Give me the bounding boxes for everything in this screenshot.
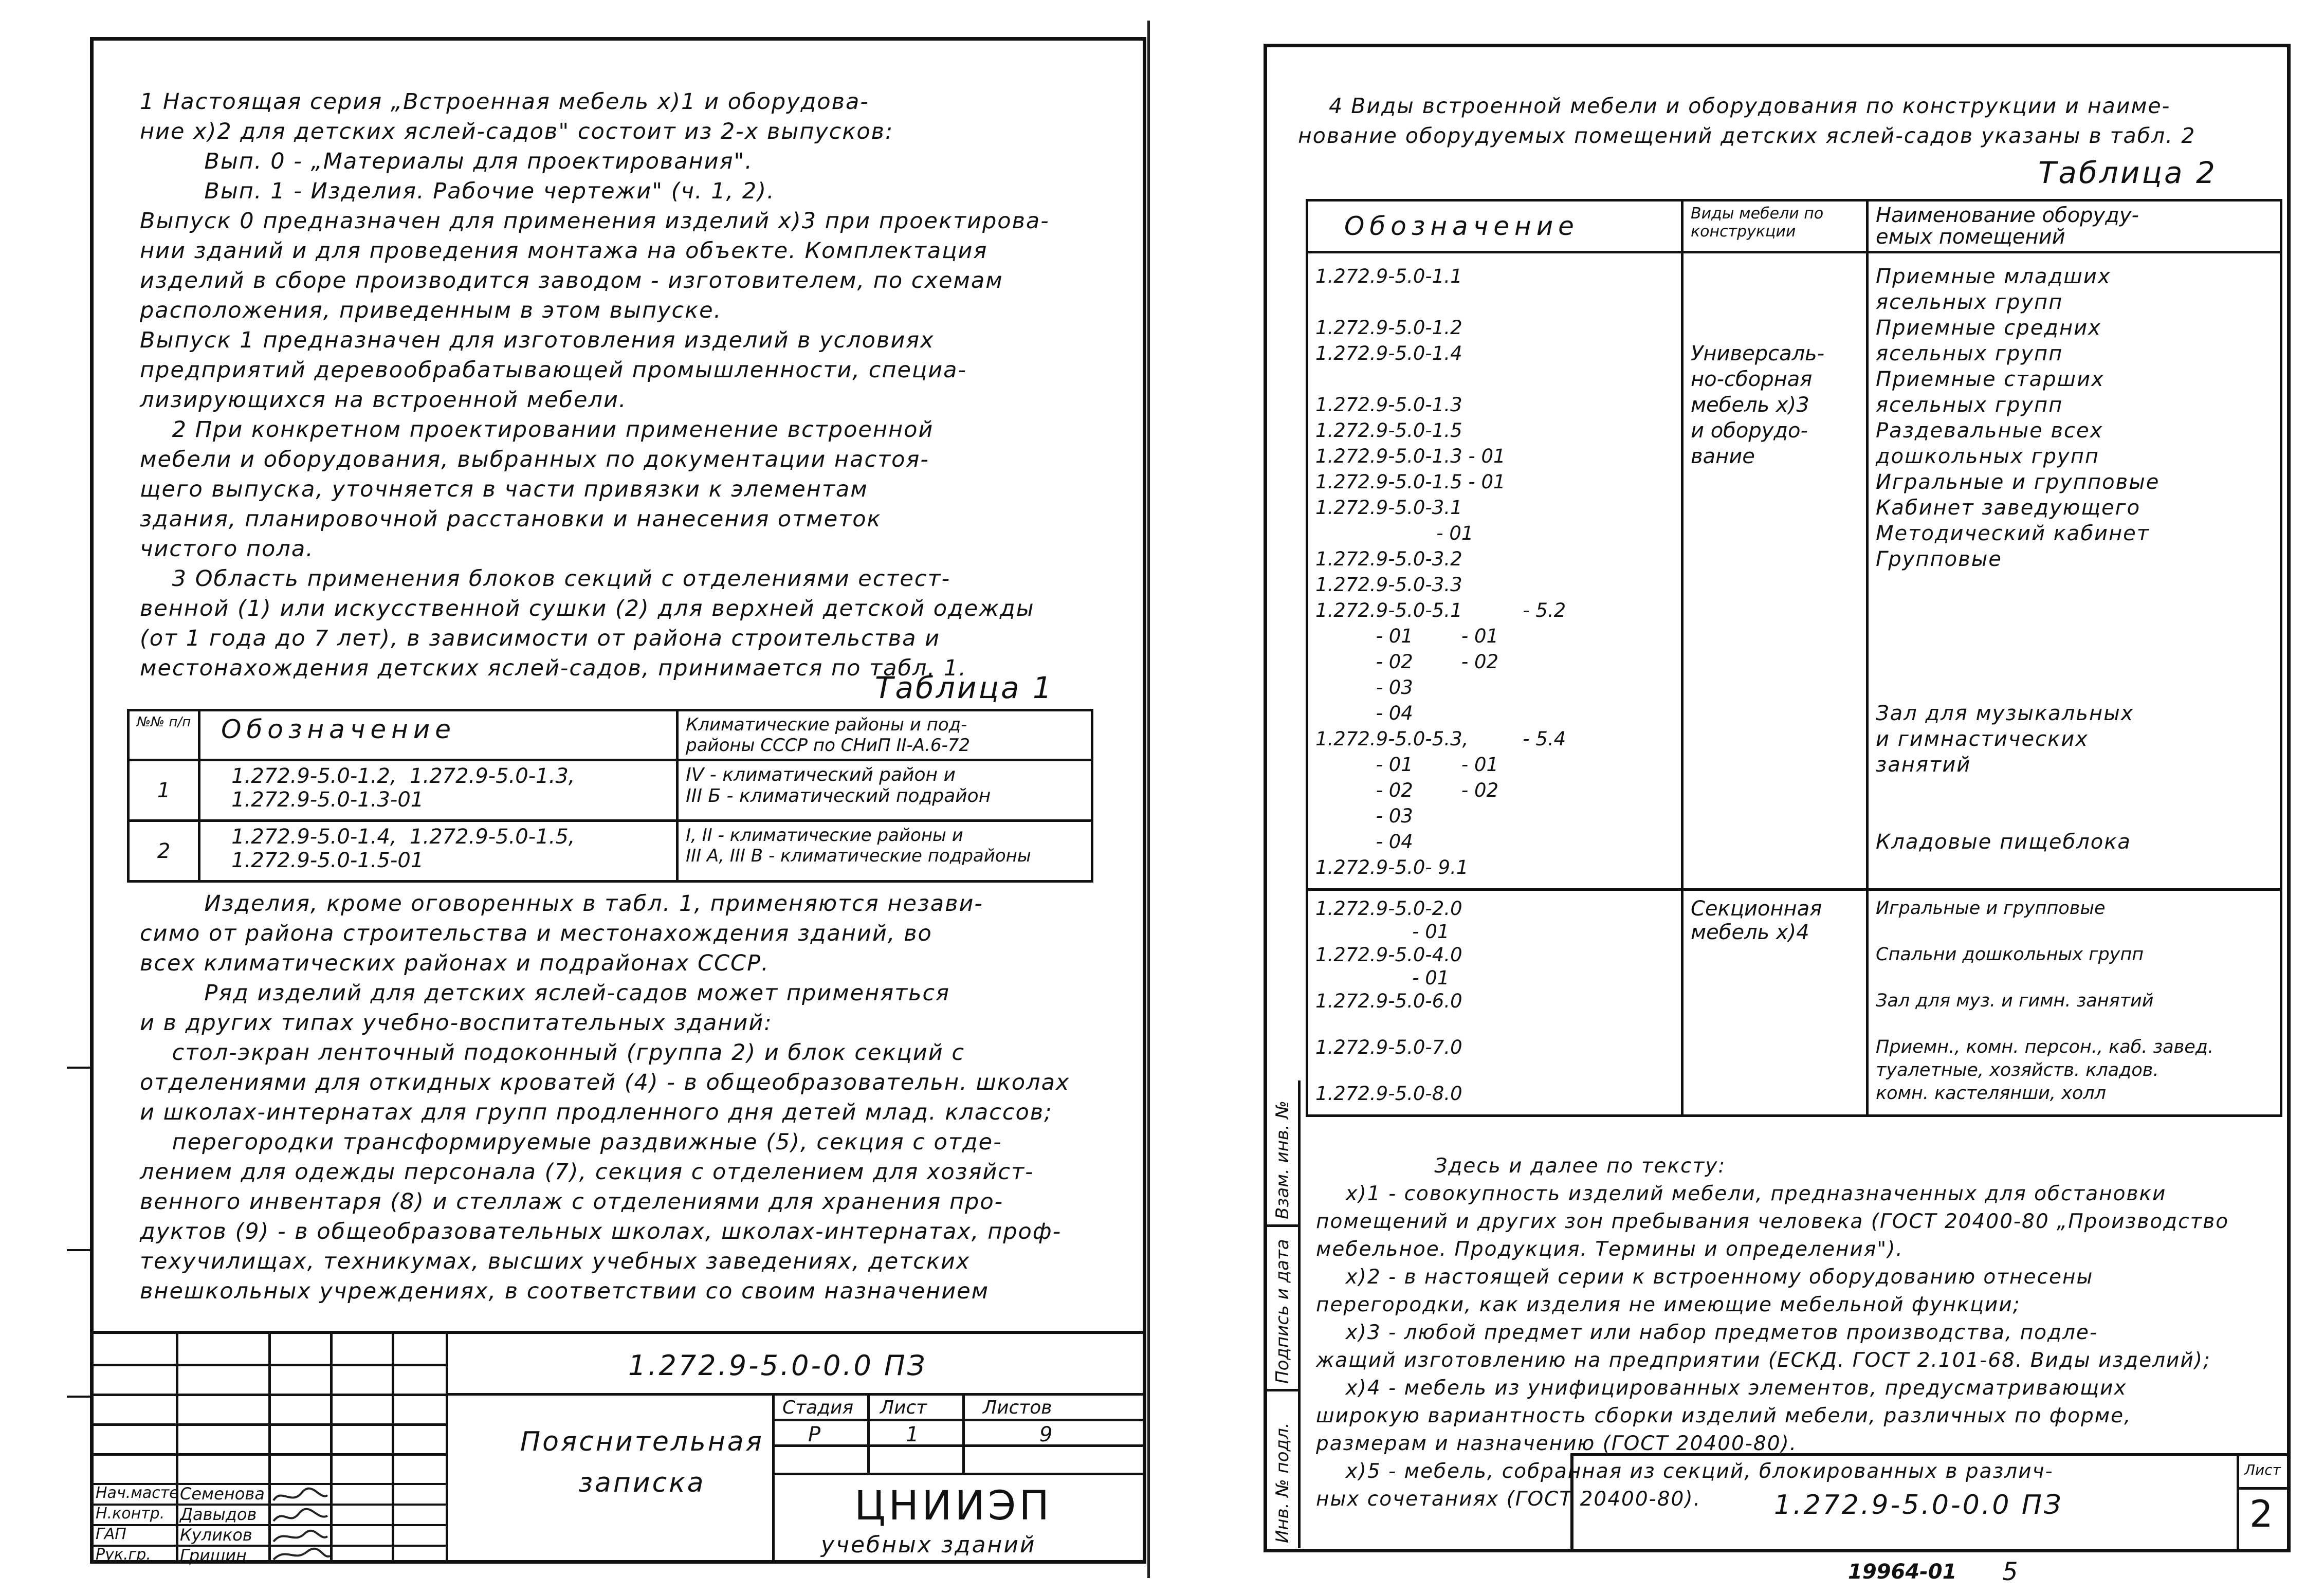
table1-cell: 1 [129, 760, 199, 821]
table2 [1306, 199, 2282, 1117]
side-label-signature: Подпись и дата [1272, 1239, 1293, 1384]
sheet-value: 2 [2249, 1492, 2273, 1535]
table1 [127, 709, 1093, 883]
table1-cell: 1.272.9-5.0-1.2, 1.272.9-5.0-1.3, 1.272.9-5.0-1.3-01 [199, 760, 678, 821]
organization-subtitle: учебных зданий [821, 1532, 1036, 1558]
role-label: Нач.масте [96, 1484, 179, 1502]
table2-header-furniture-type: Виды мебели по конструкции [1682, 200, 1868, 252]
title-block [94, 1331, 1143, 1563]
sheets-value: 9 [1039, 1423, 1053, 1446]
document-code: 1.272.9-5.0-0.0 ПЗ [1774, 1490, 2063, 1520]
side-label-replaced: Взам. инв. № [1272, 1101, 1293, 1219]
sheet-label: Лист [2244, 1461, 2281, 1478]
document-code: 1.272.9-5.0-0.0 ПЗ [628, 1349, 927, 1382]
table1-title: Таблица 1 [875, 670, 1054, 705]
table-row [1307, 890, 2281, 1116]
table2-cell: Приемные младших ясельных групп Приемные средних ясельных групп Приемные старших ясельных групп Раздевальные всех дошкольных групп Игральные и групповые Кабинет заведующего Методический кабинет Групповые Зал для музыкальных и гимнастических занятий Кладовые пищеблока [1868, 252, 2281, 890]
footer-number: 19964-01 [1848, 1560, 1957, 1584]
person-name: Куликов [180, 1525, 252, 1545]
sheets-label: Листов [983, 1397, 1052, 1418]
organization-name: ЦНИИЭП [854, 1483, 1053, 1529]
table1-cell: 2 [129, 821, 199, 882]
role-label: Рук.гр. [96, 1546, 151, 1564]
sheet-value: 1 [906, 1423, 919, 1446]
role-label: Н.контр. [96, 1505, 165, 1523]
stage-label: Стадия [782, 1397, 854, 1418]
table2-header-designation: Обозначение [1307, 200, 1682, 252]
table-row [129, 760, 1092, 821]
table2-header-rooms: Наименование оборуду- емых помещений [1868, 200, 2281, 252]
table2-cell: 1.272.9-5.0-2.0 - 01 1.272.9-5.0-4.0 - 01 1.272.9-5.0-6.0 1.272.9-5.0-7.0 1.272.9-5.0-8.0 [1307, 890, 1682, 1116]
table2-title: Таблица 2 [2038, 155, 2217, 190]
margin-tick [67, 1249, 93, 1251]
sheet-label: Лист [880, 1397, 927, 1418]
table1-header-num: №№ п/п [129, 710, 199, 760]
table1-header-designation: Обозначение [199, 710, 678, 760]
table1-header-climate: Климатические районы и под- районы СССР по СНиП II-А.6-72 [678, 710, 1092, 760]
margin-tick [67, 1067, 93, 1069]
side-label-inventory: Инв. № подл. [1272, 1422, 1293, 1543]
table1-cell: I, II - климатические районы и III А, III В - климатические подрайоны [678, 821, 1092, 882]
table2-cell: Секционная мебель x)4 [1682, 890, 1868, 1116]
role-label: ГАП [96, 1525, 126, 1543]
person-name: Семенова [180, 1484, 265, 1504]
table2-cell: Универсаль- но-сборная мебель x)3 и оборудо- вание [1682, 252, 1868, 890]
person-name: Гришин [180, 1546, 247, 1565]
footnotes: Здесь и далее по тексту: x)1 - совокупность изделий мебели, предназначенных для обстановки помещений и других зон пребывания человека (ГОСТ 20400-80 „Производство мебельное. Продукция. Термины и определения"). x)2 - в настоящей серии к встроенному оборудованию отнесены перегородки, как изделия не имеющие мебельной функции; x)3 - любой предмет или набор предметов производства, подле- жащий изготовлению на предприятии (ЕСКД. ГОСТ 2.101-68. Виды изделий); x)4 - мебель из унифицированных элементов, предусматривающих широкую вариантность сборки изделий мебели, различных по форме, размерам и назначению (ГОСТ 20400-80). x)5 - мебель, собранная из секций, блокированных в различ- ных сочетаниях (ГОСТ 20400-80). [1316, 1155, 2229, 1511]
signatures [271, 1485, 330, 1562]
table1-cell: IV - климатический район и III Б - климатический подрайон [678, 760, 1092, 821]
stage-value: Р [808, 1423, 821, 1446]
person-name: Давыдов [180, 1505, 257, 1524]
applicability-paragraphs: Изделия, кроме оговоренных в табл. 1, применяются незави- симо от района строительства и местонахождения зданий, во всех климатических районах и подрайонах СССР. Ряд изделий для детских яслей-садов может применяться и в других типах учебно-воспитательных зданий: стол-экран ленточный подоконный (группа 2) и блок секций с отделениями для откидных кроватей (4) - в общеобразовательн. школах и школах-интернатах для групп продленного дня детей млад. классов; перегородки трансформируемые раздвижные (5), секция с отде- лением для одежды персонала (7), секция с отделением для хозяйст- венного инвентаря (8) и стеллаж с отделениями для хранения про- дуктов (9) - в общеобразовательных школах, школах-интернатах, проф- техучилищах, техникумах, высших учебных заведениях, детских внешкольных учреждениях, в соответствии со своим назначением [140, 891, 1070, 1304]
table-row [1307, 252, 2281, 890]
document-title: Пояснительная записка [520, 1426, 764, 1498]
table2-cell: 1.272.9-5.0-1.1 1.272.9-5.0-1.2 1.272.9-5.0-1.4 1.272.9-5.0-1.3 1.272.9-5.0-1.5 1.272.9-5.0-1.3 - 01 1.272.9-5.0-1.5 - 01 1.272.9-5.0-3.1 - 01 1.272.9-5.0-3.2 1.272.9-5.0-3.3 1.272.9-5.0-5.1 - 5.2 - 01 - 01 - 02 - 02 - 03 - 04 1.272.9-5.0-5.3, - 5.4 - 01 - 01 - 02 - 02 - 03 - 04 1.272.9-5.0- 9.1 [1307, 252, 1682, 890]
left-sheet [90, 37, 1146, 1564]
intro-paragraphs: 1 Настоящая серия „Встроенная мебель x)1 и оборудова- ние x)2 для детских яслей-садов" состоит из 2-х выпусков: Вып. 0 - „Материалы для проектирования". Вып. 1 - Изделия. Рабочие чертежи" (ч. 1, 2). Выпуск 0 предназначен для применения изделий x)3 при проектирова- нии зданий и для проведения монтажа на объекте. Комплектация изделий в сборе производится заводом - изготовителем, по схемам расположения, приведенным в этом выпуске. Выпуск 1 предназначен для изготовления изделий в условиях предприятий деревообрабатывающей промышленности, специа- лизирующихся на встроенной мебели. 2 При конкретном проектировании применение встроенной мебели и оборудования, выбранных по документации настоя- щего выпуска, уточняется в части привязки к элементам здания, планировочной расстановки и нанесения отметок чистого пола. 3 Область применения блоков секций с отделениями естест- венной (1) или искусственной сушки (2) для верхней детской одежды (от 1 года до 7 лет), в зависимости от района строительства и местонахождения детских яслей-садов, принимается по табл. 1. [140, 89, 1050, 681]
table1-cell: 1.272.9-5.0-1.4, 1.272.9-5.0-1.5, 1.272.9-5.0-1.5-01 [199, 821, 678, 882]
table2-cell: Игральные и групповые Спальни дошкольных групп Зал для муз. и гимн. занятий Приемн., комн. персон., каб. завед. туалетные, хозяйств. кладов. комн. кастелянши, холл [1868, 890, 2281, 1116]
table-row [1307, 200, 2281, 252]
right-sheet [1264, 44, 2291, 1552]
page-separator [1147, 21, 1150, 1578]
margin-tick [67, 1396, 93, 1398]
table-row [129, 821, 1092, 882]
table-row [129, 710, 1092, 760]
footer-page: 5 [2002, 1558, 2018, 1586]
right-title-block [1570, 1453, 2290, 1552]
section4-intro: 4 Виды встроенной мебели и оборудования по конструкции и наиме- нование оборудуемых помещений детских яслей-садов указаны в табл. 2 [1298, 94, 2196, 148]
